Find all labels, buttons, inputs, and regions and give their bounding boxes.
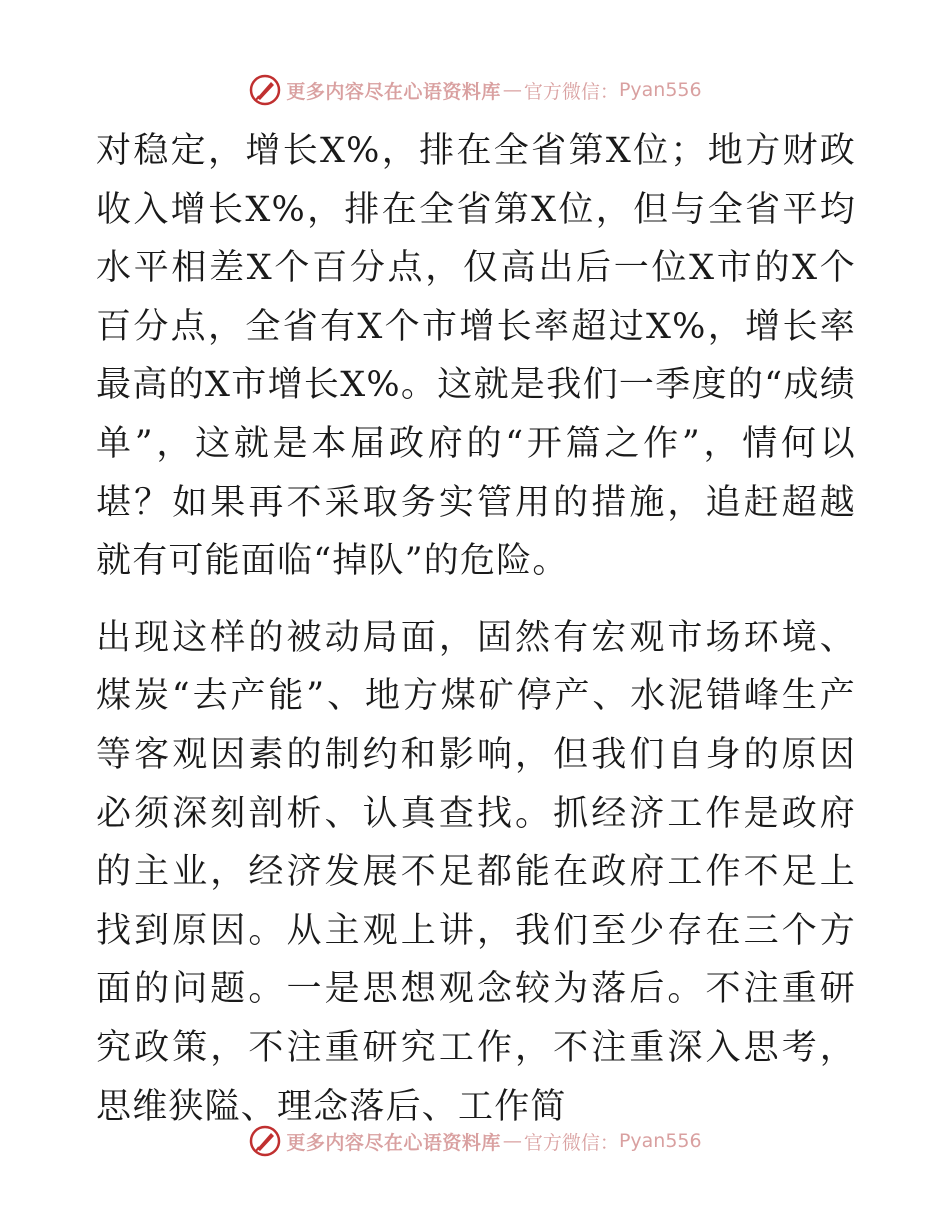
paragraph-2: 出现这样的被动局面，固然有宏观市场环境、煤炭“去产能”、地方煤矿停产、水泥错峰生产等客观因素的制约和影响，但我们自身的原因必须深刻剖析、认真查找。抓经济工作是政府的主业，经济发展不足都能在政府工作不足上找到原因。从主观上讲，我们至少存在三个方面的问题。一是思想观念较为落后。不注重研究政策，不注重研究工作，不注重深入思考，思维狭隘、理念落后、工作简	[96, 617, 856, 1127]
quill-pen-icon	[248, 1124, 282, 1158]
watermark-dash: —	[502, 79, 522, 101]
watermark-dash: —	[502, 1130, 522, 1152]
document-body	[96, 122, 856, 1136]
paragraph-1: 对稳定，增长X%，排在全省第X位；地方财政收入增长X%，排在全省第X位，但与全省平均水平相差X个百分点，仅高出后一位X市的X个百分点，全省有X个市增长率超过X%，增长率最高的X市增长X%。这就是我们一季度的“成绩单”，这就是本届政府的“开篇之作”，情何以堪？如果再不采取务实管用的措施，追赶超越就有可能面临“掉队”的危险。	[96, 131, 856, 582]
watermark-wechat-id: Pyan556	[618, 1130, 702, 1152]
watermark-text: 更多内容尽在心语资料库	[286, 80, 501, 103]
watermark-official-label: 官方微信：	[523, 80, 619, 103]
watermark-wechat-id: Pyan556	[618, 79, 702, 101]
watermark-text: 更多内容尽在心语资料库	[286, 1131, 501, 1154]
footer-watermark	[0, 1121, 950, 1161]
header-watermark	[0, 70, 950, 110]
quill-pen-icon	[248, 73, 282, 107]
watermark-official-label: 官方微信：	[523, 1131, 619, 1154]
